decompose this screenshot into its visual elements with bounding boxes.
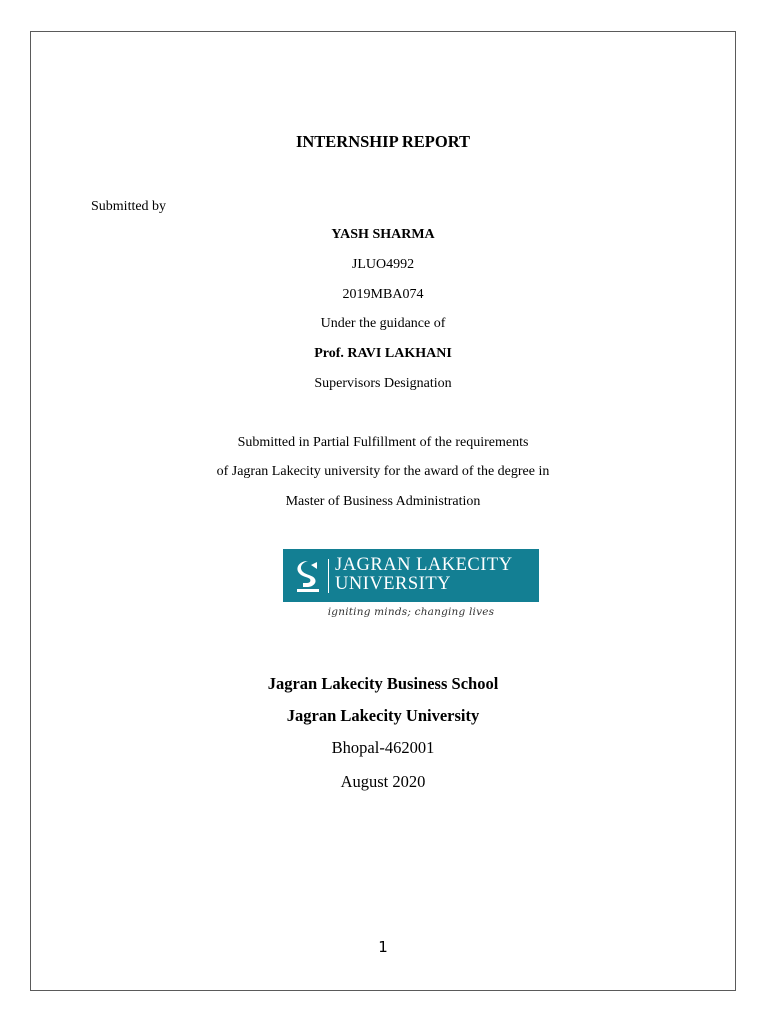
university-name: Jagran Lakecity University	[286, 706, 480, 725]
student-name: YASH SHARMA	[331, 227, 435, 242]
university-emblem-icon	[293, 559, 323, 593]
logo-name-line-2: UNIVERSITY	[335, 574, 451, 594]
degree-name: Master of Business Administration	[285, 494, 481, 509]
guide-name: Prof. RAVI LAKHANI	[314, 346, 452, 361]
logo-banner	[283, 549, 539, 602]
university-logo	[283, 549, 539, 618]
report-date: August 2020	[340, 772, 426, 791]
logo-name-line-1: JAGRAN LAKECITY	[335, 555, 513, 575]
report-title: INTERNSHIP REPORT	[295, 132, 471, 151]
guide-designation: Supervisors Designation	[314, 376, 452, 391]
guidance-label: Under the guidance of	[320, 316, 446, 331]
roll-number: 2019MBA074	[342, 287, 424, 302]
fulfillment-line-1: Submitted in Partial Fulfillment of the requirements	[237, 435, 529, 450]
enrollment-id: JLUO4992	[351, 257, 415, 272]
page-number: 1	[378, 938, 388, 956]
document-page	[30, 31, 736, 991]
logo-tagline: igniting minds; changing lives	[327, 606, 495, 618]
logo-divider	[328, 559, 329, 593]
submitted-by-label: Submitted by	[91, 199, 167, 214]
fulfillment-line-2: of Jagran Lakecity university for the award of the degree in	[216, 464, 550, 479]
city-pincode: Bhopal-462001	[331, 738, 435, 757]
school-name: Jagran Lakecity Business School	[267, 674, 499, 693]
